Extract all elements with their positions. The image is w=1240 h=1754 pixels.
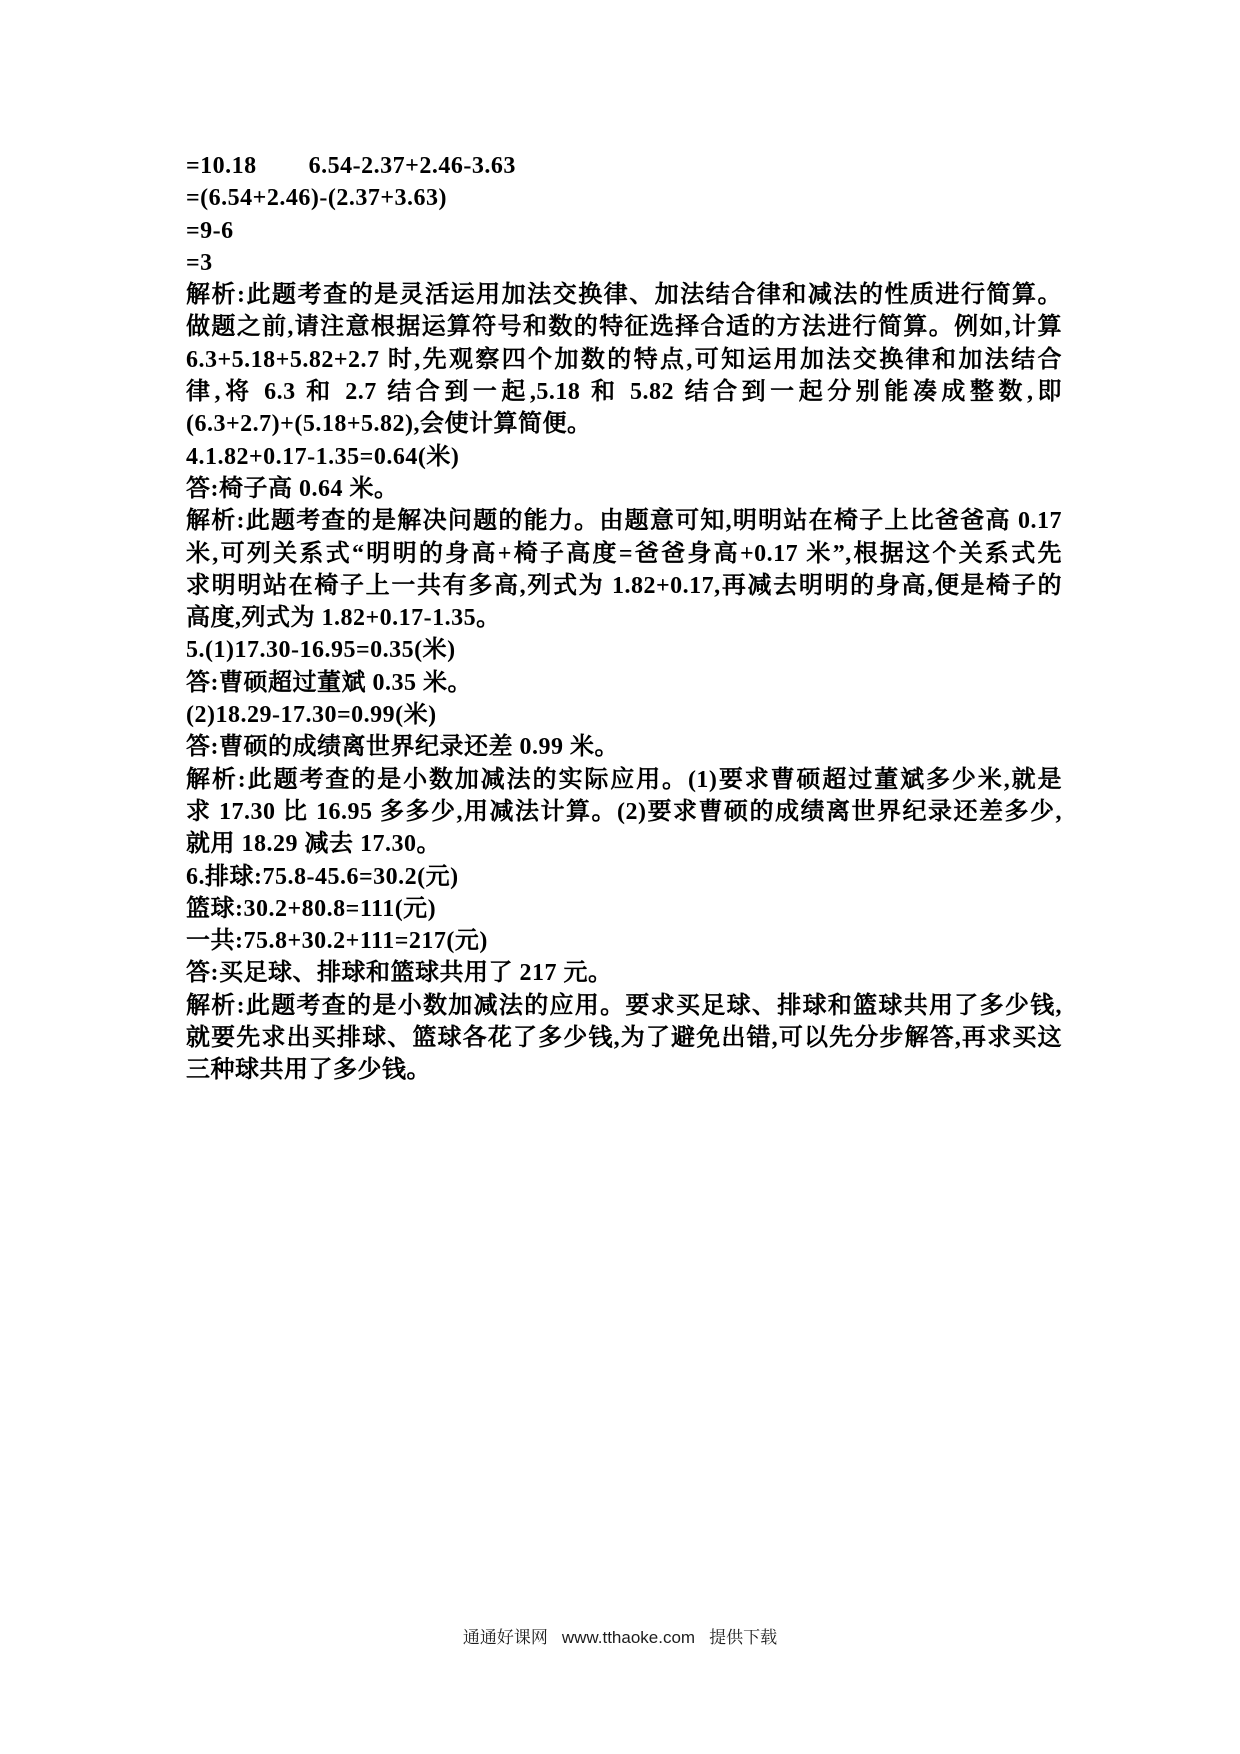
- text-line: 高度,列式为 1.82+0.17-1.35。: [186, 605, 501, 632]
- footer-download-label: 提供下载: [709, 1628, 778, 1647]
- answer-text-block: [186, 150, 1062, 1087]
- text-line: 6.排球:75.8-45.6=30.2(元): [186, 863, 459, 890]
- text-line: 解析:此题考查的是小数加减法的应用。要求买足球、排球和篮球共用了多少钱,: [186, 992, 1062, 1019]
- text-line: 4.1.82+0.17-1.35=0.64(米): [186, 443, 460, 470]
- text-line: 解析:此题考查的是灵活运用加法交换律、加法结合律和减法的性质进行简算。: [186, 282, 1062, 309]
- text-line: 答:曹硕的成绩离世界纪录还差 0.99 米。: [186, 734, 619, 761]
- text-line: =9-6: [186, 217, 234, 244]
- footer-site-name: 通通好课网: [462, 1628, 548, 1647]
- text-line: 篮球:30.2+80.8=111(元): [186, 895, 437, 922]
- footer-url: www.tthaoke.com: [561, 1628, 696, 1647]
- text-line: =3: [186, 249, 213, 276]
- text-line: =10.18 6.54-2.37+2.46-3.63: [186, 153, 516, 179]
- text-line: 解析:此题考查的是小数加减法的实际应用。(1)要求曹硕超过董斌多少米,就是: [186, 766, 1062, 793]
- text-line: 解析:此题考查的是解决问题的能力。由题意可知,明明站在椅子上比爸爸高 0.17: [186, 508, 1062, 535]
- text-line: 求明明站在椅子上一共有多高,列式为 1.82+0.17,再减去明明的身高,便是椅子的: [186, 572, 1062, 599]
- text-line: 5.(1)17.30-16.95=0.35(米): [186, 637, 456, 664]
- text-line: 就要先求出买排球、篮球各花了多少钱,为了避免出错,可以先分步解答,再求买这: [186, 1025, 1062, 1052]
- text-line: 6.3+5.18+5.82+2.7 时,先观察四个加数的特点,可知运用加法交换律和加法结合: [186, 346, 1062, 373]
- text-line: 做题之前,请注意根据运算符号和数的特征选择合适的方法进行简算。例如,计算: [186, 314, 1062, 341]
- text-line: (2)18.29-17.30=0.99(米): [186, 702, 437, 729]
- text-line: 米,可列关系式“明明的身高+椅子高度=爸爸身高+0.17 米”,根据这个关系式先: [186, 540, 1062, 567]
- text-line: =(6.54+2.46)-(2.37+3.63): [186, 185, 447, 212]
- page-footer: [0, 1626, 1240, 1650]
- text-line: (6.3+2.7)+(5.18+5.82),会使计算简便。: [186, 411, 592, 438]
- text-line: 答:买足球、排球和篮球共用了 217 元。: [186, 960, 613, 987]
- text-line: 答:曹硕超过董斌 0.35 米。: [186, 669, 472, 696]
- text-line: 律,将 6.3 和 2.7 结合到一起,5.18 和 5.82 结合到一起分别能凑成整数,即: [186, 379, 1062, 406]
- text-line: 就用 18.29 减去 17.30。: [186, 831, 441, 858]
- text-line: 一共:75.8+30.2+111=217(元): [186, 928, 488, 955]
- text-line: 三种球共用了多少钱。: [186, 1057, 431, 1084]
- text-line: 答:椅子高 0.64 米。: [186, 475, 399, 502]
- text-line: 求 17.30 比 16.95 多多少,用减法计算。(2)要求曹硕的成绩离世界纪录还差多少,: [186, 798, 1062, 825]
